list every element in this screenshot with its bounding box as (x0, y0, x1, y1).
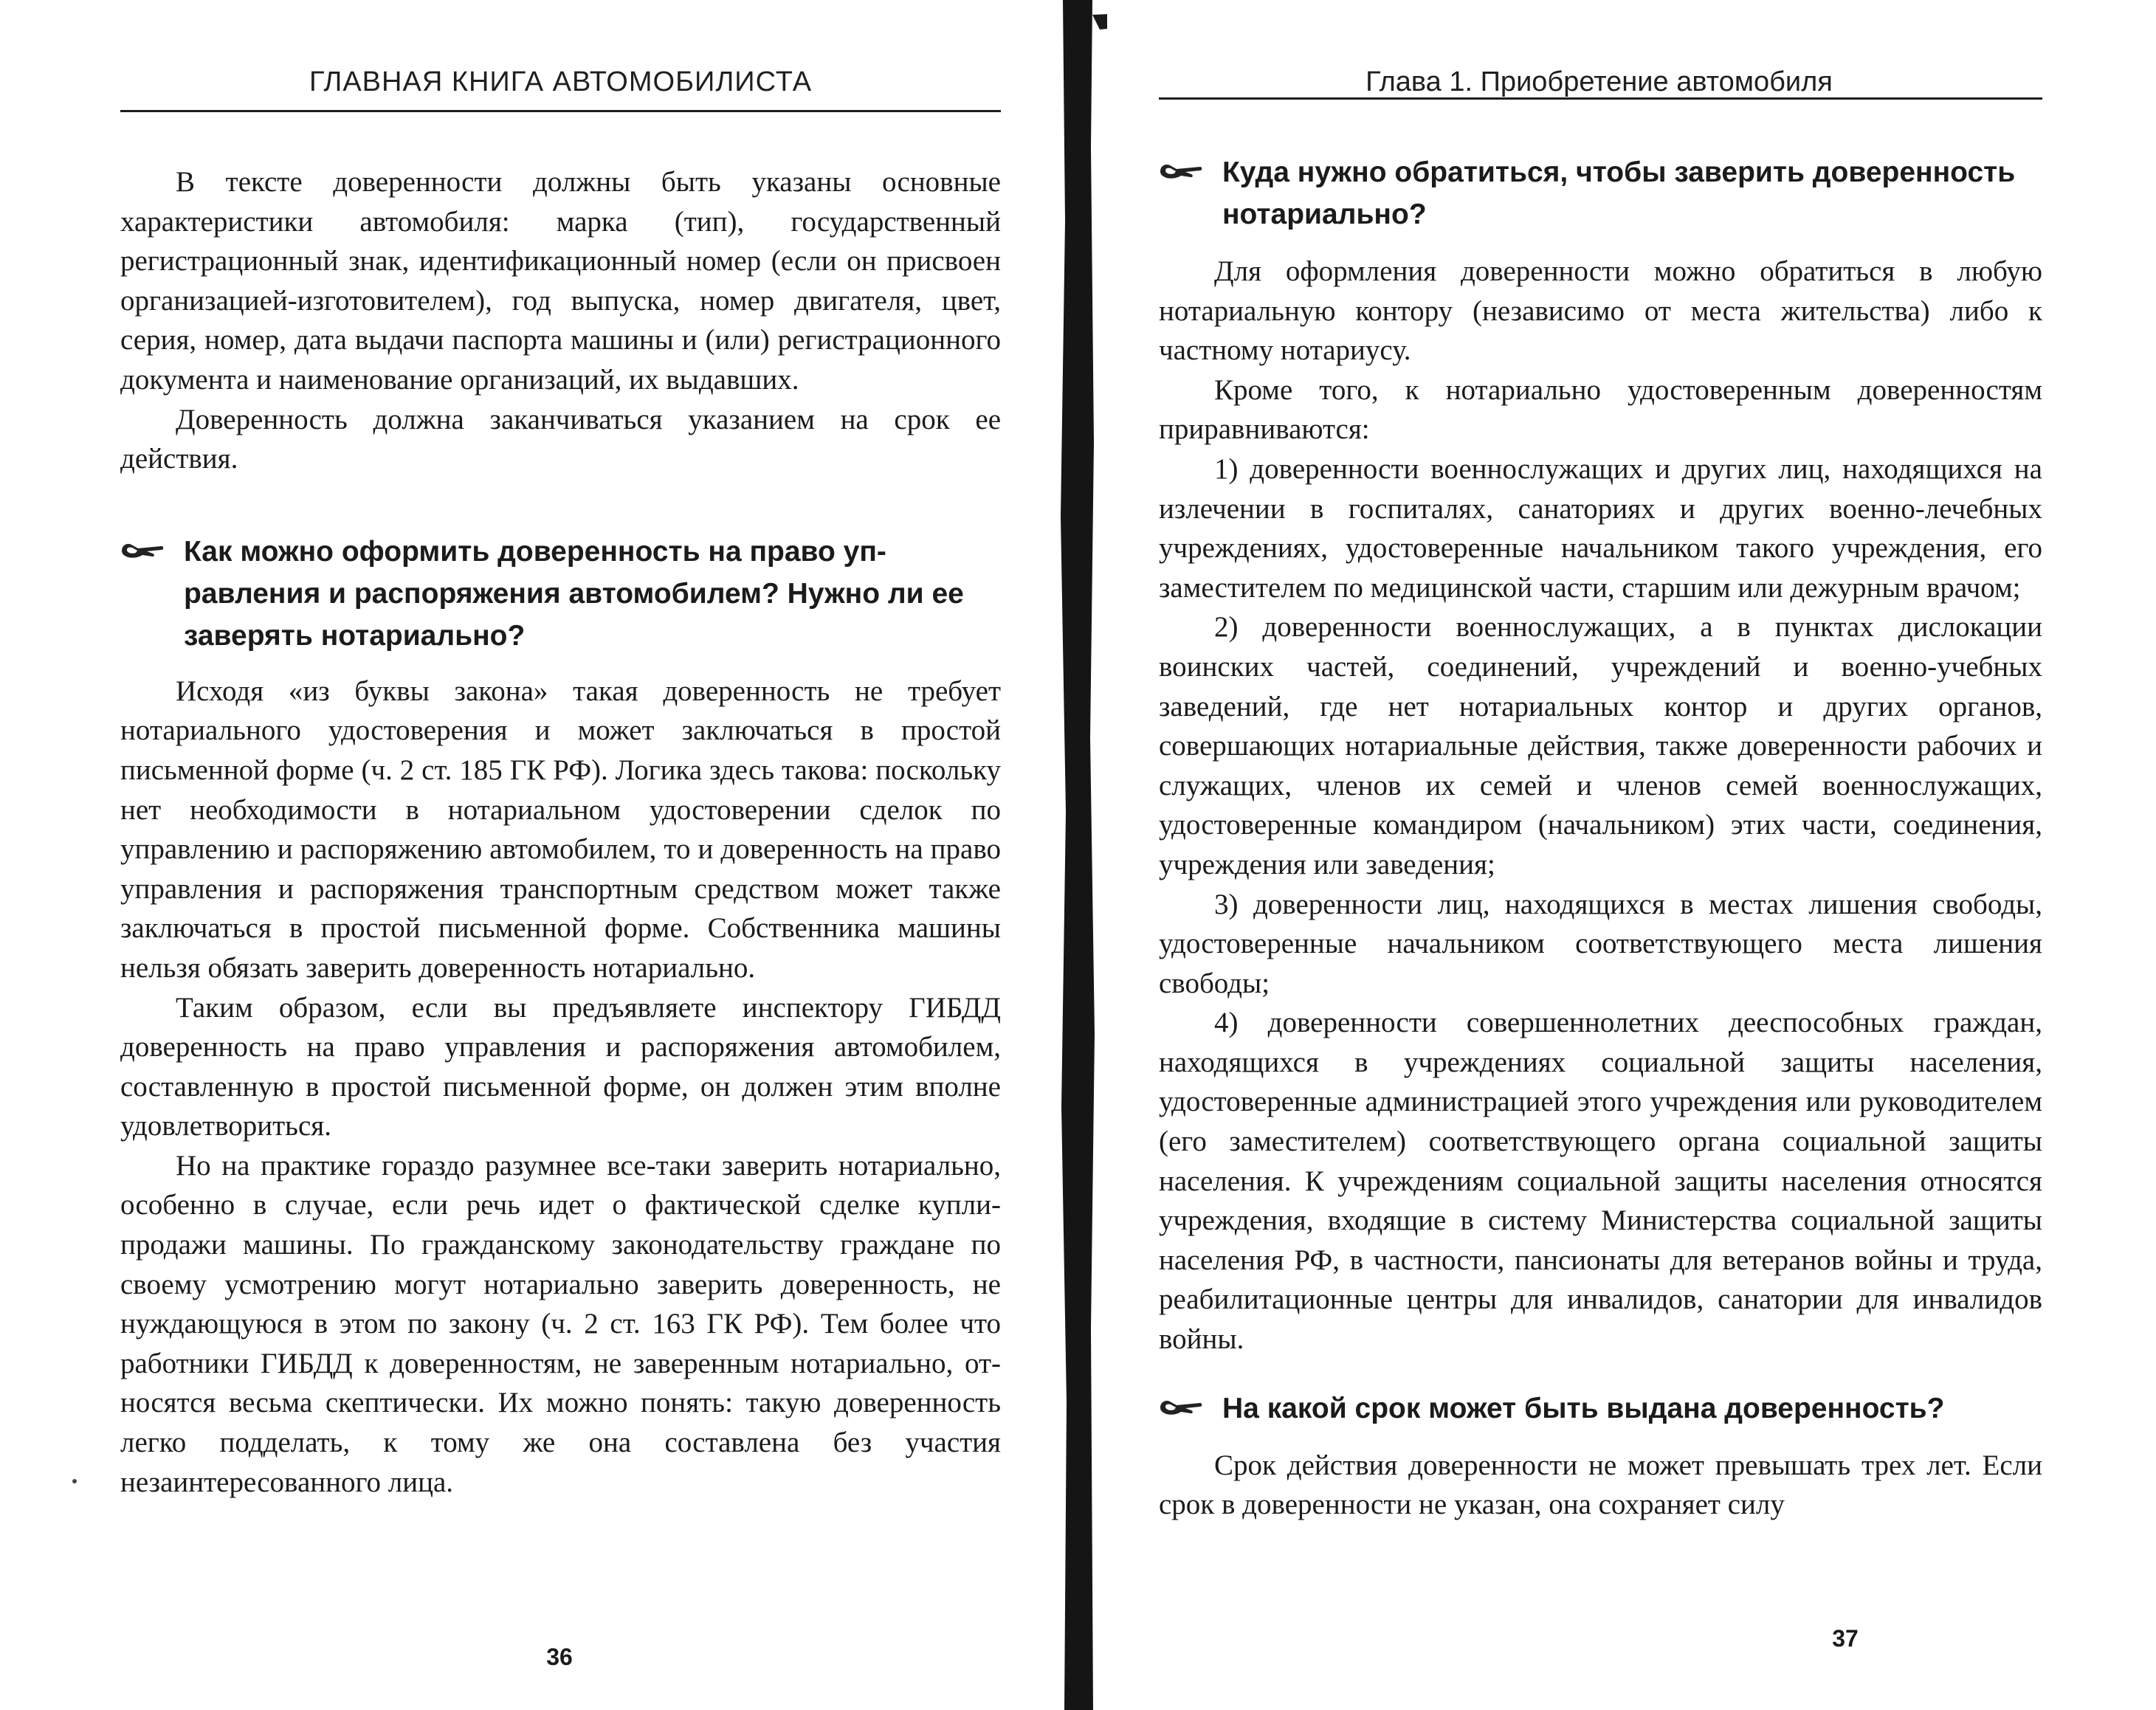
running-head: Глава 1. Приобретение автомобиля (1365, 66, 1833, 97)
header-rule (1159, 97, 2042, 100)
question-heading (1159, 1387, 2042, 1430)
header-rule (120, 110, 1001, 112)
question-heading (120, 531, 1001, 657)
page-number: 37 (1832, 1625, 1859, 1652)
list-item: 1) доверенности военнослужащих и других лиц, находящихся на излечении в госпиталях, санаториях и других военно-лечебных учреждениях, удостоверенные начальником такого учреждения, его заместителем по медицинской части, старшим или дежурным врачом; (1159, 452, 2042, 604)
page-content (120, 162, 1001, 1502)
paragraph: Таким образом, если вы предъявляете инспектору ГИБДД доверенность на право управления и распоряжения автомобилем, составленную в простой письменной форме, он должен этим вполне удовлетвориться. (120, 991, 1001, 1142)
pointing-hand-icon (120, 539, 165, 562)
scan-speck (72, 1479, 77, 1483)
paragraph: Срок действия доверенности не может превышать трех лет. Если срок в доверенности не указан, она сохраняет силу (1159, 1449, 2042, 1521)
page-content (1159, 151, 2042, 1525)
list-item: 2) доверенности военнослужащих, а в пунктах дислокации воинских частей, соединений, учреждений и военно-учебных заведений, где нет нотариальных контор и других органов, совершающих нотариальные действия, также доверенности рабочих и служащих, членов их семей и членов семей военнослужащих, удостоверенные командиром (начальником) этих части, соединения, учреждения или заведения; (1159, 611, 2042, 880)
running-head: ГЛАВНАЯ КНИГА АВТОМОБИЛИСТА (309, 66, 813, 97)
paragraph: В тексте доверенности должны быть указаны основные характеристики автомобиля: марка (тип), государственный регистрационный знак, идентификационный номер (если он присвоен организацией-изготовителем), год выпуска, номер двигателя, цвет, серия, номер, дата выдачи паспорта машины и (или) регистрационного документа и наименование организаций, их выдавших. (120, 166, 1001, 396)
list-item: 4) доверенности совершеннолетних дееспособных граждан, находящихся в учреждениях социальной защиты населения, удостоверенные администрацией этого учреждения или руководителем (его заместителем) соответствующего органа социальной защиты населения. К учреждениям социальной защиты населения относятся учреждения, входящие в систему Министерства социальной защиты населения РФ, в частности, пансионаты для ветеранов войны и труда, реабилитационные центры для инвалидов, санатории для инвалидов войны. (1159, 1007, 2042, 1356)
paragraph: Исходя «из буквы закона» такая доверенность не требует нотариального удостоверения и может заключаться в простой письменной форме (ч. 2 ст. 185 ГК РФ). Логика здесь такова: поскольку нет необходимости в нотариальном удостоверении сделок по управлению и распоряжению автомобилем, то и доверенность на право управления и распоряжения транспортным средством может также заключаться в простой письменной форме. Собственника машины нельзя обязать заверить доверенность нотариально. (120, 675, 1001, 984)
paragraph: Для оформления доверенности можно обратиться в любую нотариальную контору (независимо от места жительства) либо к частному нотариусу. (1159, 255, 2042, 367)
left-page (0, 0, 1063, 1710)
pointing-hand-icon (1159, 1396, 1203, 1418)
list-item: 3) доверенности лиц, находящихся в местах лишения свободы, удостоверенные начальником соответствующего места лишения свободы; (1159, 888, 2042, 999)
pointing-hand-icon (1159, 160, 1203, 182)
question-text: На какой срок может быть выдана доверенность? (1222, 1392, 1945, 1424)
question-text: Куда нужно обратиться, чтобы заверить доверенность нотариально? (1222, 156, 2016, 230)
right-page (1063, 0, 2156, 1710)
question-heading (1159, 151, 2042, 235)
paragraph: Кроме того, к нотариально удостоверенным доверенностям приравниваются: (1159, 373, 2042, 446)
paragraph: Но на практике гораздо разумнее все-таки заверить нотариально, особенно в случае, если речь идет о фактической сделке купли-продажи машины. По гражданскому законодательству граждане по своему усмотрению могут нотариально заверить доверенность, не нуждающуюся в этом по закону (ч. 2 ст. 163 ГК РФ). Тем более что работники ГИБДД к доверенностям, не заверенным нотариально, относятся весьма скептически. Их можно понять: такую доверенность легко подделать, к тому же она составлена без участия незаинтересованного лица. (120, 1149, 1001, 1498)
question-text: Как можно оформить доверенность на право управления и распоряжения автомобилем? Нужно ли ее заверять нотариально? (184, 535, 964, 652)
paragraph: Доверенность должна заканчиваться указанием на срок ее действия. (120, 403, 1001, 475)
page-number: 36 (546, 1644, 573, 1670)
